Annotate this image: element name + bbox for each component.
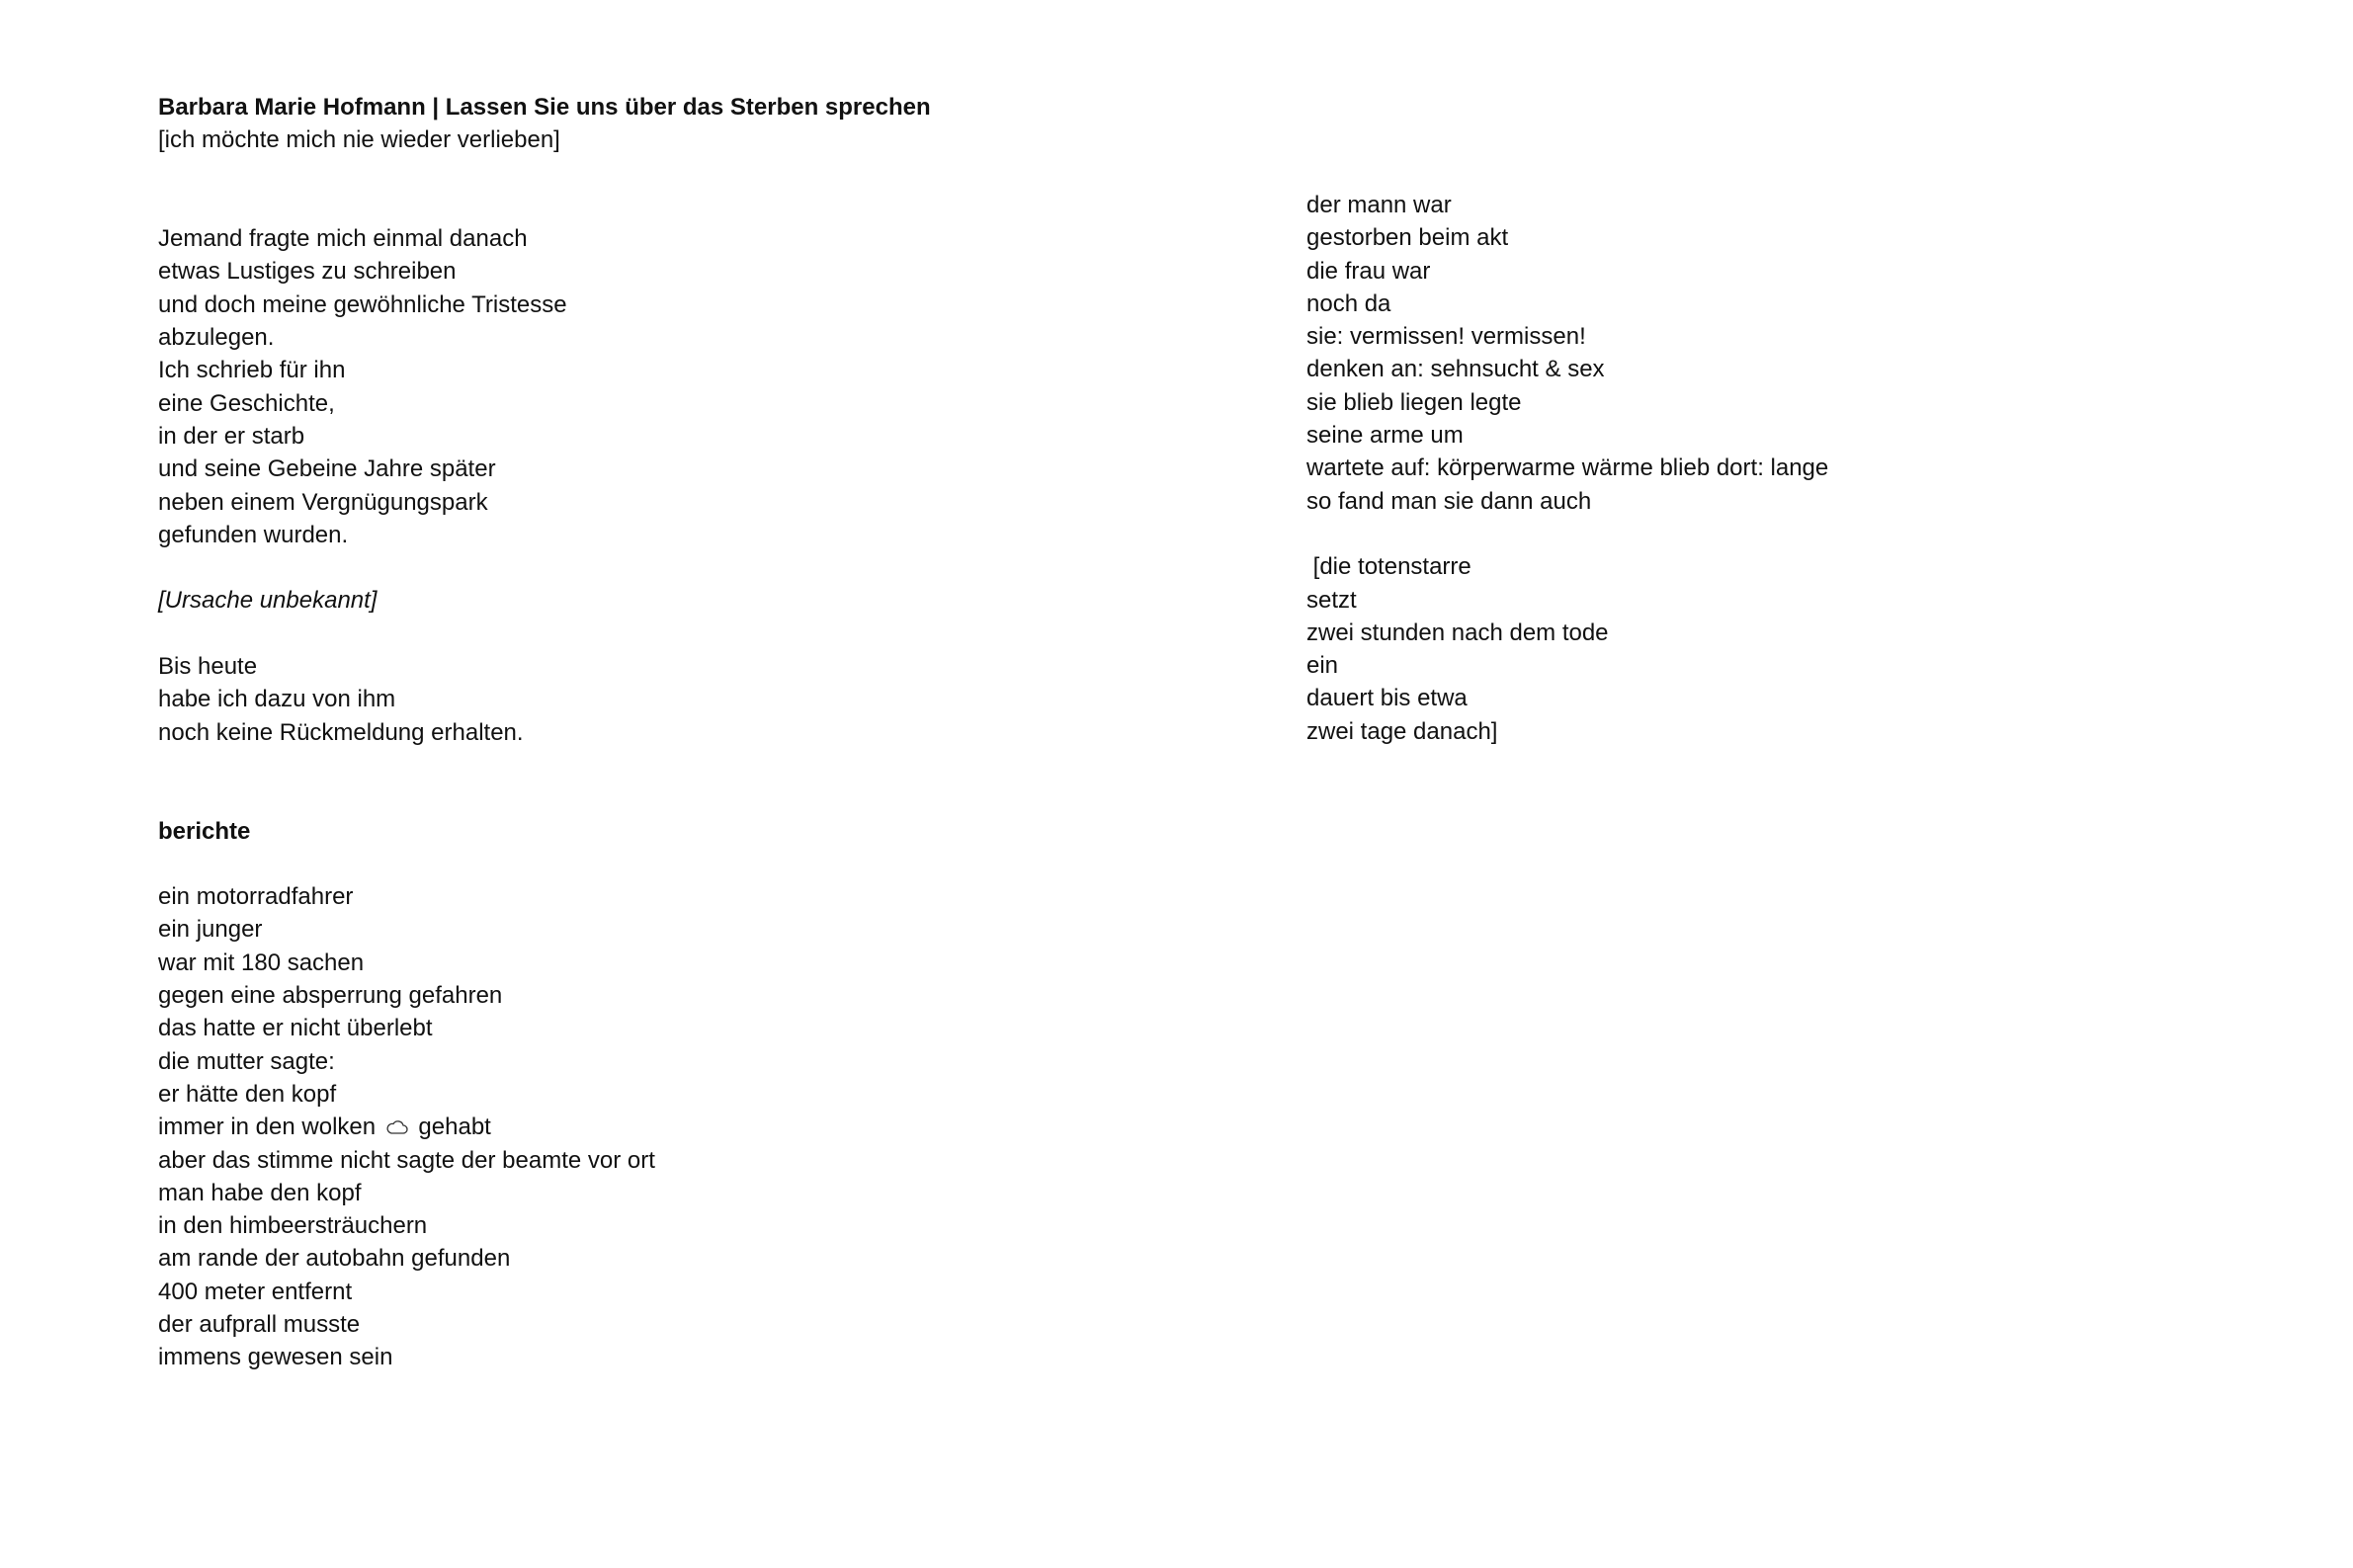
italic-note: [Ursache unbekannt]	[158, 587, 378, 615]
poem-line: sie blieb liegen legte	[1306, 388, 1522, 416]
poem-1	[158, 222, 1245, 749]
poem-line: er hätte den kopf	[158, 1080, 337, 1108]
spacer	[158, 749, 1245, 815]
poem-line: wartete auf: körperwarme wärme blieb dort: lange	[1306, 454, 1829, 482]
poem-line: und seine Gebeine Jahre später	[158, 455, 496, 483]
right-column	[1306, 189, 2295, 748]
poem-line: gegen eine absperrung gefahren	[158, 982, 503, 1010]
bracket-line: zwei tage danach]	[1306, 717, 1498, 745]
left-column	[158, 91, 1245, 1374]
poem-line: immens gewesen sein	[158, 1344, 393, 1371]
poem-line: ein motorradfahrer	[158, 883, 354, 911]
poem-line: noch da	[1306, 289, 1391, 317]
poem-line: eine Geschichte,	[158, 389, 335, 417]
poem-line: am rande der autobahn gefunden	[158, 1245, 511, 1273]
poem-line: 400 meter entfernt	[158, 1278, 353, 1305]
poem-line: die mutter sagte:	[158, 1047, 335, 1075]
poem-3	[1306, 189, 2295, 748]
document-title: Barbara Marie Hofmann | Lassen Sie uns über das Sterben sprechen	[158, 94, 931, 121]
poem-title: berichte	[158, 817, 251, 845]
poem-2	[158, 815, 1245, 1374]
cloud-icon	[386, 1117, 408, 1139]
poem-line: Jemand fragte mich einmal danach	[158, 225, 528, 253]
bracket-line: setzt	[1306, 586, 1357, 614]
bracket-line: ein	[1306, 652, 1339, 680]
poem-line: in der er starb	[158, 422, 305, 450]
poem-line: abzulegen.	[158, 324, 275, 352]
poem-line: sie: vermissen! vermissen!	[1306, 323, 1586, 351]
poem-line: so fand man sie dann auch	[1306, 487, 1592, 515]
poem-line: gefunden wurden.	[158, 521, 349, 548]
bracket-line: dauert bis etwa	[1306, 685, 1468, 712]
document-subtitle: [ich möchte mich nie wieder verlieben]	[158, 126, 560, 154]
poem-line: der aufprall musste	[158, 1310, 361, 1338]
poem-line: aber das stimme nicht sagte der beamte vor ort	[158, 1146, 655, 1174]
poem-line: man habe den kopf	[158, 1179, 362, 1206]
poem-line: Bis heute	[158, 653, 258, 681]
poem-line: und doch meine gewöhnliche Tristesse	[158, 290, 567, 318]
poem-line: das hatte er nicht überlebt	[158, 1015, 433, 1042]
poem-line-part: immer in den wolken	[158, 1114, 382, 1141]
poem-line: Ich schrieb für ihn	[158, 357, 346, 384]
poem-line: neben einem Vergnügungspark	[158, 488, 488, 516]
poem-line: gestorben beim akt	[1306, 224, 1509, 252]
spacer	[158, 848, 1245, 880]
poem-line: die frau war	[1306, 257, 1431, 285]
poem-line: habe ich dazu von ihm	[158, 686, 396, 713]
bracket-line: zwei stunden nach dem tode	[1306, 619, 1609, 646]
spacer	[158, 618, 1245, 650]
poem-line: der mann war	[1306, 192, 1452, 218]
spacer	[1306, 518, 2295, 550]
bracket-line: [die totenstarre	[1306, 553, 1471, 581]
spacer	[158, 157, 1245, 223]
poem-line: etwas Lustiges zu schreiben	[158, 258, 457, 286]
poem-line-part: gehabt	[411, 1114, 491, 1141]
poem-line: noch keine Rückmeldung erhalten.	[158, 718, 524, 746]
poem-line: in den himbeersträuchern	[158, 1212, 428, 1240]
poem-line-with-icon	[158, 1111, 1245, 1143]
poem-line: seine arme um	[1306, 422, 1464, 450]
poem-line: war mit 180 sachen	[158, 949, 365, 976]
spacer	[158, 551, 1245, 584]
poem-line: denken an: sehnsucht & sex	[1306, 356, 1605, 383]
poem-line: ein junger	[158, 916, 263, 944]
